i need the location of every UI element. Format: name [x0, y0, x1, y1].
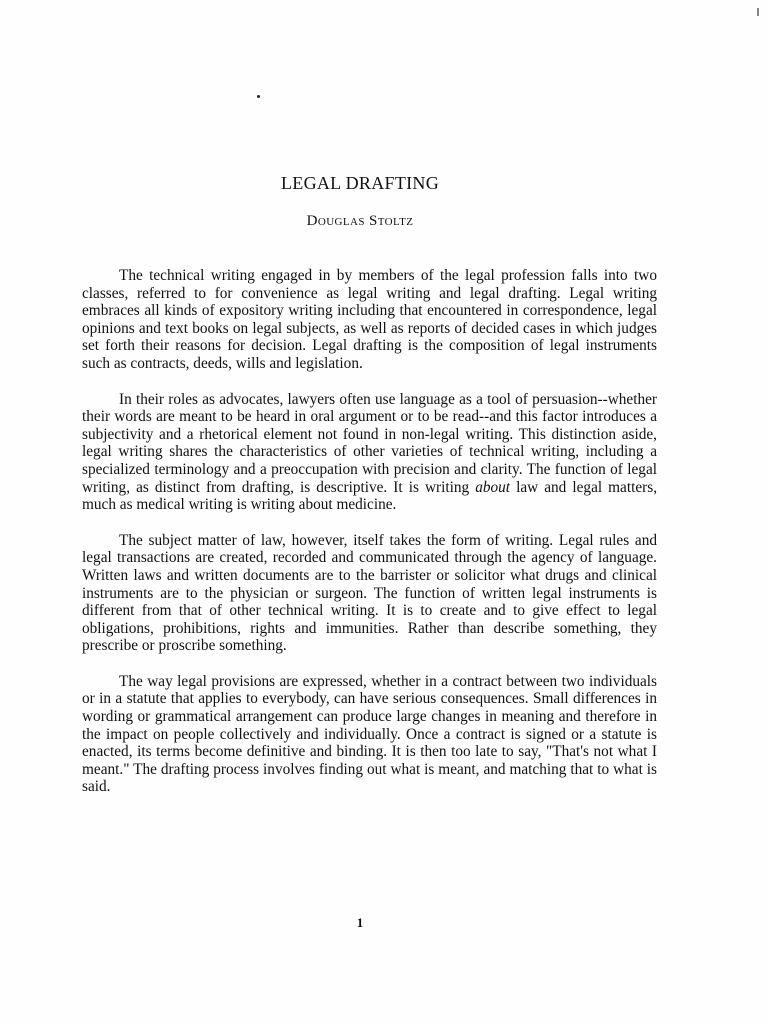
paragraph-2-text-before: In their roles as advocates, lawyers often use language as a tool of persuasion--whether their words are meant to be heard in oral argument or to be read--and this factor introduces a subjectivity and a rhetorical element not found in non-legal writing. This distinction aside, legal writing shares the characteristics of other varieties of technical writing, including a specialized terminology and a preoccupation with precision and clarity. The function of legal writing, as distinct from drafting, is descriptive. It is writing — [82, 390, 657, 496]
document-title: LEGAL DRAFTING — [280, 173, 440, 193]
paragraph-1: The technical writing engaged in by members of the legal profession falls into two classes, referred to for convenience as legal writing and legal drafting. Legal writing embraces all kinds of expository writing including that encountered in correspondence, legal opinions and text books on legal subjects, as well as reports of decided cases in which judges set forth their reasons for decision. Legal drafting is the composition of legal instruments such as contracts, deeds, wills and legislation. — [82, 267, 657, 372]
stray-ink-dot — [257, 95, 260, 98]
document-author: Douglas Stoltz — [306, 213, 414, 229]
page-number: 1 — [356, 915, 364, 930]
paragraph-2-emphasis: about — [475, 478, 511, 496]
paragraph-2-text-after: law and legal matters, much as medical writing is writing about medicine. — [82, 478, 658, 514]
paragraph-3: The subject matter of law, however, itself takes the form of writing. Legal rules and legal transactions are created, recorded and communicated through the agency of language. Written laws and written documents are to the barrister or solicitor what drugs and clinical instruments are to the physician or surgeon. The function of written legal instruments is different from that of other technical writing. It is to create and to give effect to legal obligations, prohibitions, rights and immunities. Rather than describe something, they prescribe or proscribe something. — [82, 531, 657, 655]
paragraph-2 — [82, 391, 657, 514]
paragraph-4: The way legal provisions are expressed, whether in a contract between two individuals or in a statute that applies to everybody, can have serious consequences. Small differences in wording or grammatical arrangement can produce large changes in meaning and therefore in the impact on people collectively and individually. Once a contract is signed or a statute is enacted, its terms become definitive and binding. It is then too late to say, "That's not what I meant." The drafting process involves finding out what is meant, and matching that to what is said. — [82, 672, 657, 796]
document-body — [82, 267, 657, 814]
page-edge-mark — [757, 8, 759, 16]
